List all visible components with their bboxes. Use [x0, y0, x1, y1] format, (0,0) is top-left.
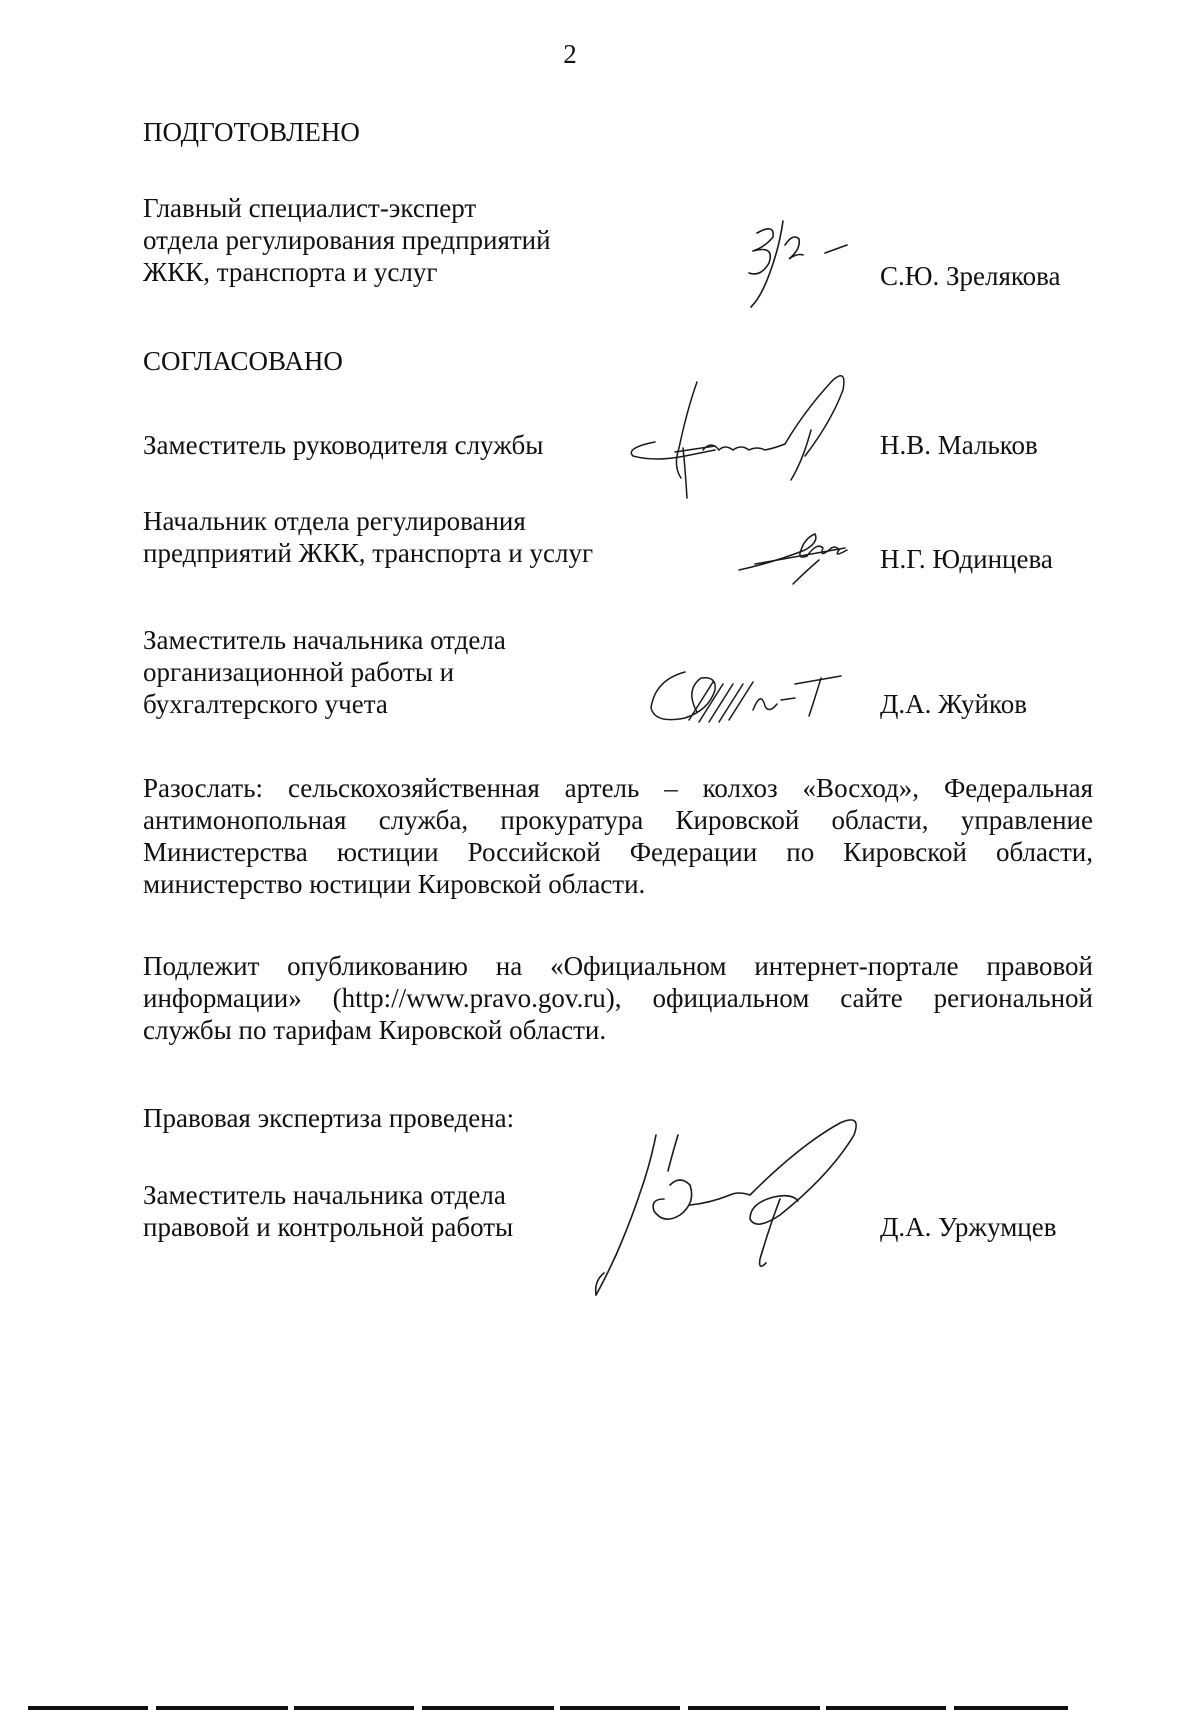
legal-review-heading: Правовая экспертиза проведена:	[143, 1103, 515, 1133]
agreed-position-line: организационной работы и	[143, 657, 455, 687]
signature-yudintseva	[735, 520, 865, 590]
legal-review-position-line: правовой и контрольной работы	[143, 1212, 514, 1242]
agreed-name-2: Н.Г. Юдинцева	[880, 544, 1053, 574]
publication-paragraph	[143, 950, 1093, 1046]
prepared-position-line: ЖКК, транспорта и услуг	[143, 257, 438, 287]
agreed-name-1: Н.В. Мальков	[880, 430, 1038, 460]
publication-line: Подлежит опубликованию на «Официальном интернет-портале правовой	[143, 951, 1093, 981]
agreed-position-line: предприятий ЖКК, транспорта и услуг	[143, 538, 594, 568]
signature-malkov	[615, 370, 895, 520]
distribution-line: министерство юстиции Кировской области.	[143, 869, 646, 899]
agreed-position-line: бухгалтерского учета	[143, 689, 388, 719]
agreed-position-line: Заместитель начальника отдела	[143, 625, 506, 655]
legal-review-name: Д.А. Уржумцев	[880, 1212, 1057, 1242]
legal-review-position-line: Заместитель начальника отдела	[143, 1180, 506, 1210]
agreed-name-3: Д.А. Жуйков	[880, 689, 1027, 719]
prepared-name: С.Ю. Зрелякова	[880, 261, 1061, 291]
agreed-position-line: Заместитель руководителя службы	[143, 430, 544, 460]
distribution-line: Разослать: сельскохозяйственная артель – колхоз «Восход», Федеральная	[143, 773, 1093, 803]
prepared-position-line: Главный специалист-эксперт	[143, 193, 477, 223]
distribution-line: антимонопольная служба, прокуратура Кировской области, управление	[143, 805, 1093, 835]
page-number: 2	[563, 39, 577, 69]
distribution-paragraph	[143, 772, 1093, 900]
agreed-position-2	[143, 505, 663, 569]
prepared-heading: ПОДГОТОВЛЕНО	[143, 117, 360, 147]
publication-line: службы по тарифам Кировской области.	[143, 1015, 607, 1045]
signature-zhuykov	[645, 660, 865, 740]
signature-urzhumtsev	[560, 1095, 900, 1295]
agreed-position-line: Начальник отдела регулирования	[143, 506, 526, 536]
publication-line: информации» (http://www.pravo.gov.ru), официальном сайте региональной	[143, 983, 1093, 1013]
agreed-position-3	[143, 624, 663, 720]
signature-zrelyakova	[735, 215, 855, 315]
prepared-position-line: отдела регулирования предприятий	[143, 225, 551, 255]
footer-rule	[28, 1706, 1068, 1710]
prepared-position	[143, 192, 663, 288]
agreed-heading: СОГЛАСОВАНО	[143, 346, 343, 376]
agreed-position-1	[143, 429, 663, 461]
distribution-line: Министерства юстиции Российской Федерации по Кировской области,	[143, 837, 1093, 867]
